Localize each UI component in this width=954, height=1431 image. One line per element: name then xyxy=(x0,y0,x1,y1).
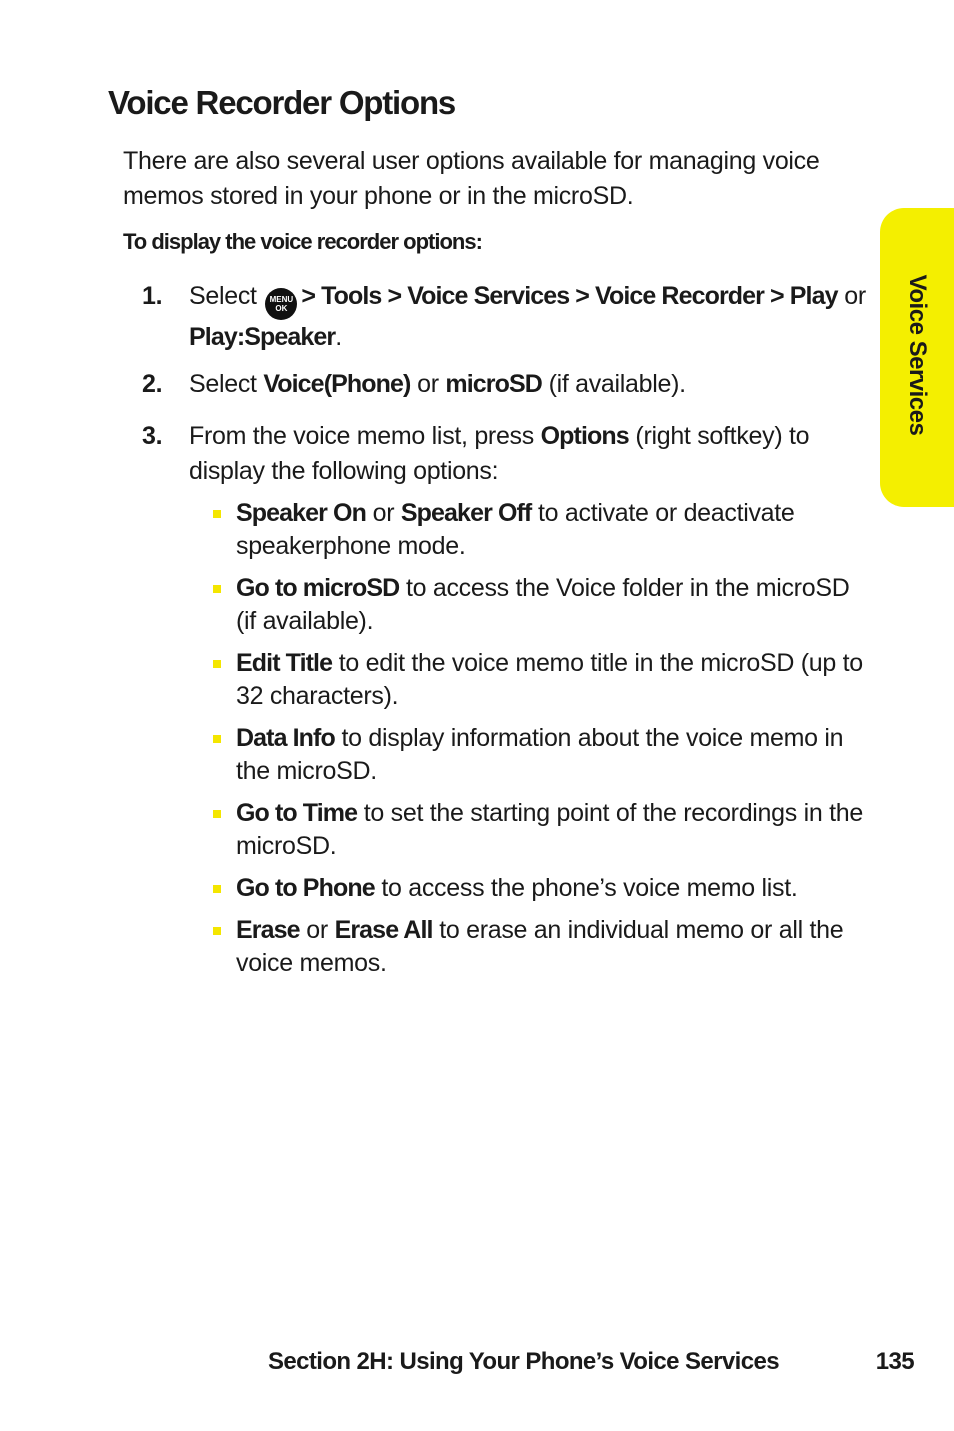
step-text: (if available). xyxy=(548,370,686,398)
bullet-square-icon xyxy=(213,735,221,743)
step-1 xyxy=(142,279,867,355)
option-description: to access the phone’s voice memo list. xyxy=(381,874,798,902)
procedure-subheading: To display the voice recorder options: xyxy=(123,229,482,254)
list-item xyxy=(211,797,866,863)
list-item xyxy=(211,647,866,713)
option-description: to display information about the voice memo in the microSD. xyxy=(236,724,844,785)
option-name: Speaker Off xyxy=(400,499,532,527)
step-text: (right softkey) to display the following options: xyxy=(189,422,810,485)
step-text: From the voice memo list, press xyxy=(189,422,534,450)
option-name: Speaker On xyxy=(236,499,366,527)
footer-section-title: Section 2H: Using Your Phone’s Voice Services xyxy=(268,1348,779,1375)
option-description: to edit the voice memo title in the microSD (up to 32 characters). xyxy=(236,649,863,710)
bullet-square-icon xyxy=(213,885,221,893)
menu-option: microSD xyxy=(445,370,542,398)
step-text: or xyxy=(417,370,439,398)
option-description: to set the starting point of the recordings in the microSD. xyxy=(236,799,863,860)
step-number: 2. xyxy=(142,370,163,398)
option-description: to activate or deactivate speakerphone mode. xyxy=(236,499,795,560)
list-item xyxy=(211,722,866,788)
option-name: Go to Phone xyxy=(236,874,375,902)
bullet-square-icon xyxy=(213,660,221,668)
option-name: Go to Time xyxy=(236,799,358,827)
step-number: 1. xyxy=(142,282,163,310)
option-name: Go to microSD xyxy=(236,574,400,602)
bullet-square-icon xyxy=(213,585,221,593)
step-text: or xyxy=(844,282,866,310)
option-name: Edit Title xyxy=(236,649,333,677)
softkey-name: Options xyxy=(540,422,629,450)
option-name: Erase xyxy=(236,916,300,944)
bullet-square-icon xyxy=(213,927,221,935)
list-item xyxy=(211,572,866,638)
option-description: to access the Voice folder in the microSD (if available). xyxy=(236,574,850,635)
step-3 xyxy=(142,419,867,489)
option-name: Data Info xyxy=(236,724,335,752)
page-title: Voice Recorder Options xyxy=(108,84,456,121)
step-text: Select xyxy=(189,282,257,310)
page-number: 135 xyxy=(875,1348,914,1375)
menu-option: Voice(Phone) xyxy=(263,370,411,398)
option-name: Erase All xyxy=(334,916,433,944)
options-list xyxy=(211,497,866,989)
option-description: to erase an individual memo or all the voice memos. xyxy=(236,916,844,977)
step-number: 3. xyxy=(142,422,163,450)
menu-path: > Tools > Voice Services > Voice Recorder > Play xyxy=(301,282,838,310)
menu-ok-icon: MENU OK xyxy=(265,288,297,320)
section-tab-label: Voice Services xyxy=(904,274,931,436)
bullet-square-icon xyxy=(213,510,221,518)
list-item: Erase or Erase All to erase an individual memo or all the voice memos. xyxy=(211,914,866,980)
page-footer xyxy=(268,1348,914,1376)
bullet-square-icon xyxy=(213,810,221,818)
step-text: . xyxy=(335,323,342,351)
step-2 xyxy=(142,367,867,402)
step-text: Select xyxy=(189,370,257,398)
menu-option: Play:Speaker xyxy=(189,323,336,351)
list-item xyxy=(211,872,866,905)
intro-paragraph: There are also several user options available for managing voice memos stored in your phone or in the microSD. xyxy=(123,147,820,210)
list-item: Speaker On or Speaker Off to activate or deactivate speakerphone mode. xyxy=(211,497,866,563)
